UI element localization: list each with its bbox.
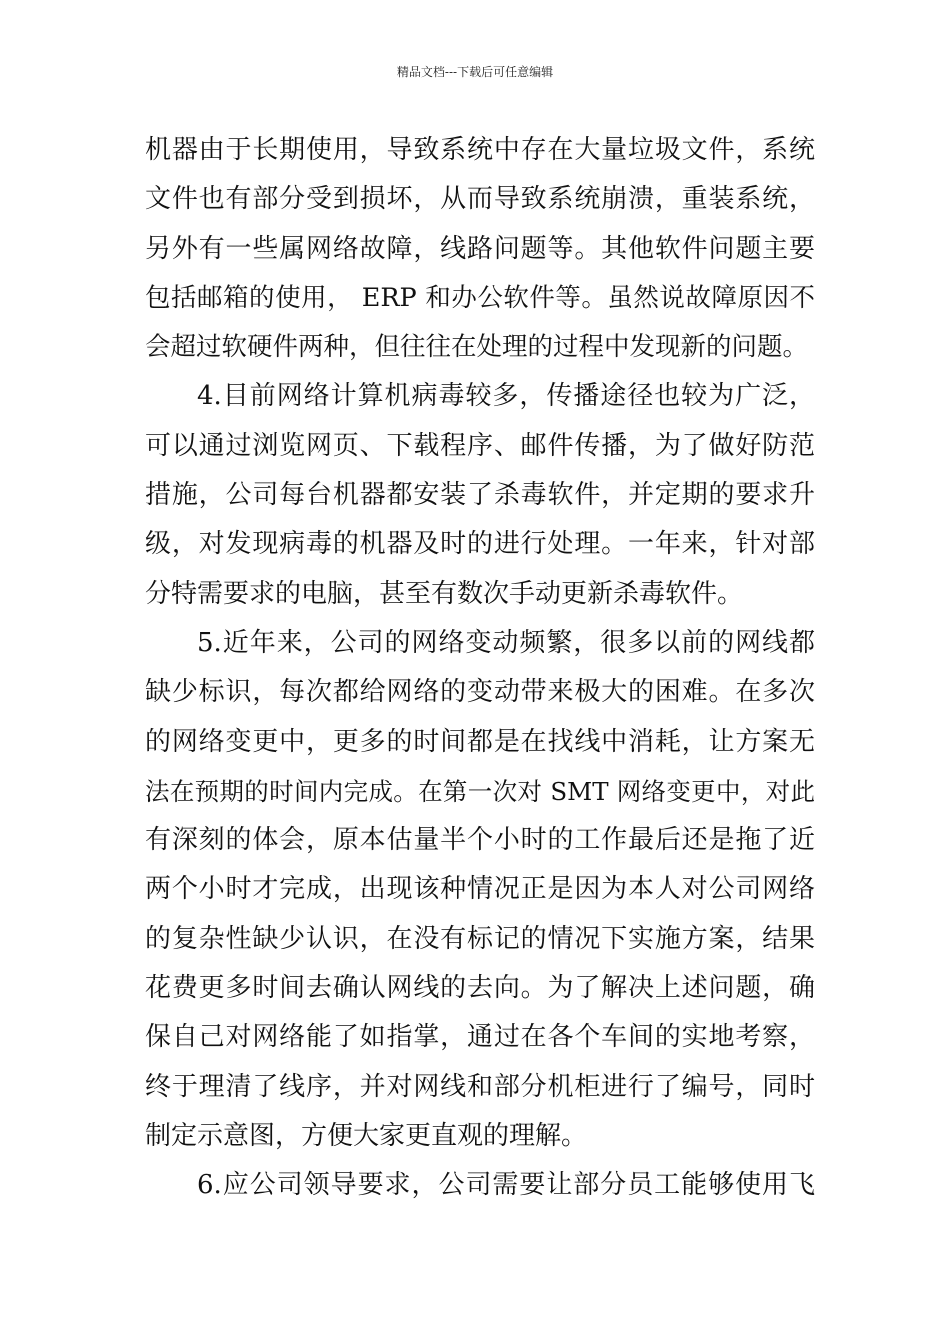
text-line: 的网络变更中，更多的时间都是在找线中消耗，让方案无 [145, 726, 815, 757]
text-line: 措施，公司每台机器都安装了杀毒软件，并定期的要求升 [145, 480, 815, 511]
text-line: 会超过软硬件两种，但往往在处理的过程中发现新的问题。 [145, 332, 809, 363]
text-line: 制定示意图，方便大家更直观的理解。 [145, 1120, 588, 1151]
text-line: 保自己对网络能了如指掌，通过在各个车间的实地考察， [145, 1022, 815, 1053]
text-line: 有深刻的体会，原本估量半个小时的工作最后还是拖了近 [145, 825, 815, 856]
text-line: 文件也有部分受到损坏，从而导致系统崩溃，重装系统， [145, 184, 815, 215]
text-line: 级，对发现病毒的机器及时的进行处理。一年来，针对部 [145, 529, 815, 560]
text-line: 6.应公司领导要求，公司需要让部分员工能够使用飞 [197, 1170, 815, 1201]
document-body [145, 126, 815, 1211]
text-line: 包括邮箱的使用， ERP 和办公软件等。虽然说故障原因不 [145, 282, 815, 313]
text-line: 5.近年来，公司的网络变动频繁，很多以前的网线都 [197, 627, 815, 658]
text-line: 法在预期的时间内完成。在第一次对 SMT 网络变更中，对此 [145, 776, 815, 806]
text-line: 两个小时才完成，出现该种情况正是因为本人对公司网络 [145, 874, 815, 905]
text-line: 分特需要求的电脑，甚至有数次手动更新杀毒软件。 [145, 578, 744, 609]
text-line: 终于理清了线序，并对网线和部分机柜进行了编号，同时 [145, 1071, 815, 1102]
text-line: 可以通过浏览网页、下载程序、邮件传播，为了做好防范 [145, 430, 815, 461]
text-line: 花费更多时间去确认网线的去向。为了解决上述问题，确 [145, 973, 815, 1004]
text-line: 缺少标识，每次都给网络的变动带来极大的困难。在多次 [145, 677, 815, 708]
text-line: 另外有一些属网络故障，线路问题等。其他软件问题主要 [145, 233, 815, 264]
text-line: 4.目前网络计算机病毒较多，传播途径也较为广泛， [197, 381, 815, 412]
text-line: 的复杂性缺少认识，在没有标记的情况下实施方案，结果 [145, 923, 815, 954]
text-line: 机器由于长期使用，导致系统中存在大量垃圾文件，系统 [145, 135, 815, 165]
page-header: 精品文档---下载后可任意编辑 [396, 65, 554, 79]
